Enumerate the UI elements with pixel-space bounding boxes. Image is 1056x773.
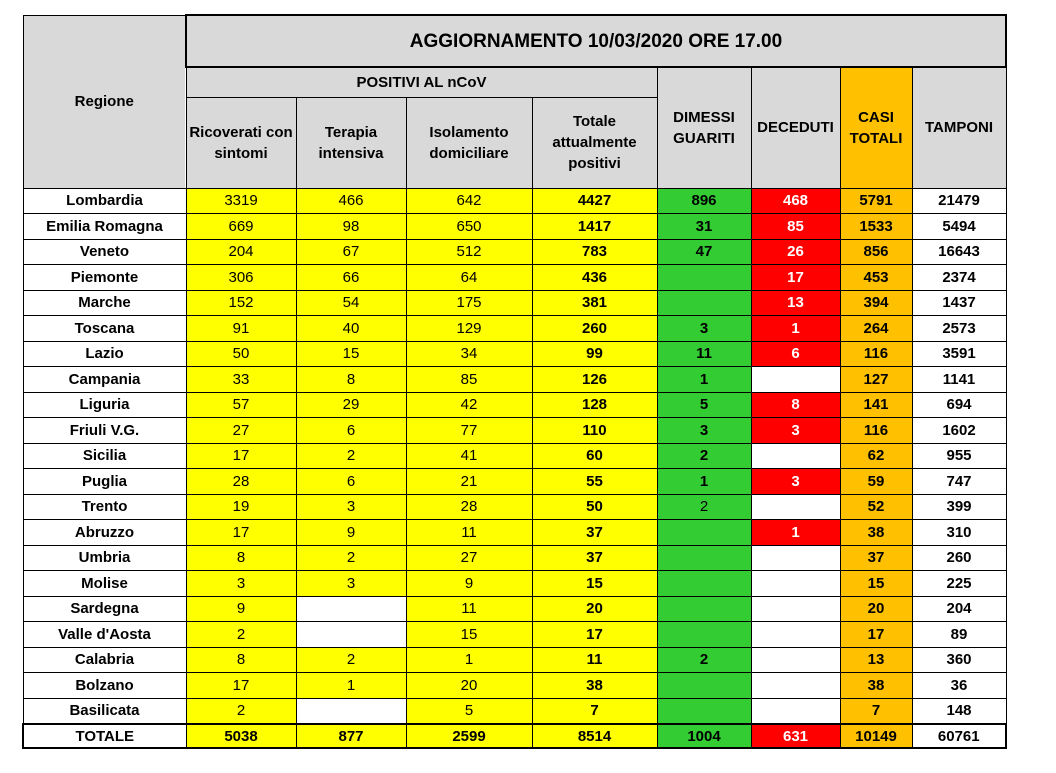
cell-totale: 1417 [532,214,657,240]
cell-isolamento: 27 [406,545,532,571]
cell-tamponi: 399 [912,494,1006,520]
cell-dimessi: 1 [657,469,751,495]
cell-dimessi [657,520,751,546]
cell-casi: 141 [840,392,912,418]
cell-tamponi: 694 [912,392,1006,418]
cell-tamponi: 148 [912,698,1006,724]
table-row [23,494,1006,520]
table-body [23,188,1006,748]
cell-ricoverati: 669 [186,214,296,240]
cell-totale: 381 [532,290,657,316]
cell-deceduti [751,494,840,520]
cell-isolamento: 175 [406,290,532,316]
cell-dimessi: 1 [657,367,751,393]
cell-deceduti: 13 [751,290,840,316]
cell-deceduti [751,647,840,673]
cell-isolamento: 21 [406,469,532,495]
cell-deceduti: 17 [751,265,840,291]
cell-terapia: 66 [296,265,406,291]
cell-ricoverati: 57 [186,392,296,418]
cell-totale: 11 [532,647,657,673]
cell-casi: 264 [840,316,912,342]
cell-isolamento: 5 [406,698,532,724]
cell-regione: Campania [23,367,186,393]
cell-deceduti [751,571,840,597]
cell-dimessi: 1004 [657,724,751,748]
table-row [23,214,1006,240]
cell-tamponi: 360 [912,647,1006,673]
cell-ricoverati: 33 [186,367,296,393]
cell-casi: 116 [840,341,912,367]
cell-regione: Puglia [23,469,186,495]
cell-regione: Valle d'Aosta [23,622,186,648]
cell-casi: 1533 [840,214,912,240]
cell-regione: Calabria [23,647,186,673]
cell-casi: 13 [840,647,912,673]
cell-isolamento: 650 [406,214,532,240]
cell-isolamento: 41 [406,443,532,469]
cell-tamponi: 747 [912,469,1006,495]
header-tamponi: TAMPONI [912,67,1006,188]
table-row [23,239,1006,265]
cell-terapia: 67 [296,239,406,265]
cell-totale: 783 [532,239,657,265]
cell-dimessi [657,698,751,724]
cell-isolamento: 11 [406,520,532,546]
cell-ricoverati: 17 [186,443,296,469]
cell-casi: 62 [840,443,912,469]
header-isolamento: Isolamento domiciliare [406,97,532,188]
cell-terapia: 54 [296,290,406,316]
cell-ricoverati: 3319 [186,188,296,214]
cell-isolamento: 1 [406,647,532,673]
cell-deceduti [751,698,840,724]
cell-totale: 110 [532,418,657,444]
cell-totale: 50 [532,494,657,520]
cell-totale: 55 [532,469,657,495]
cell-regione: Lazio [23,341,186,367]
cell-ricoverati: 19 [186,494,296,520]
cell-regione: Piemonte [23,265,186,291]
cell-dimessi [657,622,751,648]
cell-isolamento: 642 [406,188,532,214]
cell-deceduti [751,443,840,469]
cell-totale: 4427 [532,188,657,214]
cell-ricoverati: 28 [186,469,296,495]
cell-isolamento: 15 [406,622,532,648]
cell-totale: 15 [532,571,657,597]
cell-dimessi [657,673,751,699]
cell-terapia: 466 [296,188,406,214]
cell-tamponi: 60761 [912,724,1006,748]
cell-casi: 127 [840,367,912,393]
table-row [23,469,1006,495]
table-row [23,188,1006,214]
cell-regione: Sardegna [23,596,186,622]
table-row [23,647,1006,673]
cell-ricoverati: 2 [186,698,296,724]
cell-terapia: 2 [296,443,406,469]
table-row [23,596,1006,622]
cell-regione: Marche [23,290,186,316]
cell-tamponi: 1141 [912,367,1006,393]
cell-casi: 394 [840,290,912,316]
header-dimessi: DIMESSI GUARITI [657,67,751,188]
cell-casi: 453 [840,265,912,291]
table-row [23,265,1006,291]
cell-regione: Bolzano [23,673,186,699]
covid-table-container [22,14,1007,749]
cell-tamponi: 21479 [912,188,1006,214]
cell-dimessi: 5 [657,392,751,418]
cell-casi: 7 [840,698,912,724]
cell-totale: 260 [532,316,657,342]
cell-deceduti: 1 [751,520,840,546]
header-terapia: Terapia intensiva [296,97,406,188]
cell-casi: 17 [840,622,912,648]
cell-casi: 52 [840,494,912,520]
cell-deceduti: 631 [751,724,840,748]
cell-dimessi: 2 [657,443,751,469]
cell-regione: Basilicata [23,698,186,724]
cell-regione: Sicilia [23,443,186,469]
cell-dimessi [657,596,751,622]
cell-totale: 7 [532,698,657,724]
cell-deceduti: 468 [751,188,840,214]
cell-terapia: 15 [296,341,406,367]
cell-isolamento: 129 [406,316,532,342]
cell-tamponi: 89 [912,622,1006,648]
cell-terapia: 877 [296,724,406,748]
table-row [23,392,1006,418]
cell-ricoverati: 9 [186,596,296,622]
cell-tamponi: 955 [912,443,1006,469]
cell-totale: 436 [532,265,657,291]
header-deceduti: DECEDUTI [751,67,840,188]
cell-totale: 17 [532,622,657,648]
cell-totale: 99 [532,341,657,367]
cell-casi: 10149 [840,724,912,748]
cell-deceduti: 85 [751,214,840,240]
table-row [23,341,1006,367]
cell-tamponi: 5494 [912,214,1006,240]
cell-dimessi: 31 [657,214,751,240]
cell-terapia: 1 [296,673,406,699]
cell-isolamento: 42 [406,392,532,418]
cell-tamponi: 2573 [912,316,1006,342]
cell-tamponi: 204 [912,596,1006,622]
cell-regione: Lombardia [23,188,186,214]
cell-ricoverati: 8 [186,545,296,571]
header-totale-positivi: Totale attualmente positivi [532,97,657,188]
cell-regione: Trento [23,494,186,520]
cell-terapia: 3 [296,571,406,597]
cell-dimessi: 896 [657,188,751,214]
cell-terapia: 98 [296,214,406,240]
cell-dimessi [657,545,751,571]
cell-casi: 5791 [840,188,912,214]
cell-totale: 8514 [532,724,657,748]
cell-tamponi: 225 [912,571,1006,597]
cell-totale: 20 [532,596,657,622]
cell-tamponi: 310 [912,520,1006,546]
cell-isolamento: 28 [406,494,532,520]
cell-casi: 38 [840,673,912,699]
cell-regione: Abruzzo [23,520,186,546]
cell-dimessi: 3 [657,316,751,342]
cell-terapia: 3 [296,494,406,520]
cell-ricoverati: 5038 [186,724,296,748]
cell-tamponi: 3591 [912,341,1006,367]
cell-isolamento: 11 [406,596,532,622]
cell-terapia: 9 [296,520,406,546]
cell-isolamento: 512 [406,239,532,265]
cell-ricoverati: 50 [186,341,296,367]
cell-ricoverati: 17 [186,520,296,546]
table-row [23,622,1006,648]
cell-dimessi [657,290,751,316]
cell-casi: 856 [840,239,912,265]
cell-ricoverati: 17 [186,673,296,699]
cell-casi: 15 [840,571,912,597]
header-casi: CASI TOTALI [840,67,912,188]
cell-casi: 59 [840,469,912,495]
cell-tamponi: 260 [912,545,1006,571]
total-row [23,724,1006,748]
cell-totale: 38 [532,673,657,699]
cell-casi: 116 [840,418,912,444]
cell-deceduti: 8 [751,392,840,418]
table-row [23,520,1006,546]
cell-isolamento: 64 [406,265,532,291]
covid-regional-table [22,14,1007,749]
cell-deceduti [751,367,840,393]
cell-dimessi: 11 [657,341,751,367]
cell-regione: Emilia Romagna [23,214,186,240]
cell-regione: Molise [23,571,186,597]
cell-ricoverati: 306 [186,265,296,291]
cell-isolamento: 20 [406,673,532,699]
cell-terapia [296,698,406,724]
cell-dimessi: 2 [657,494,751,520]
cell-totale: 37 [532,545,657,571]
table-row [23,545,1006,571]
table-row [23,571,1006,597]
table-row [23,418,1006,444]
cell-deceduti: 1 [751,316,840,342]
cell-ricoverati: 204 [186,239,296,265]
table-title: AGGIORNAMENTO 10/03/2020 ORE 17.00 [186,15,1006,67]
table-row [23,367,1006,393]
cell-isolamento: 2599 [406,724,532,748]
cell-isolamento: 9 [406,571,532,597]
cell-dimessi [657,265,751,291]
table-row [23,698,1006,724]
table-row [23,673,1006,699]
cell-regione: Toscana [23,316,186,342]
cell-tamponi: 2374 [912,265,1006,291]
cell-totale: 128 [532,392,657,418]
cell-isolamento: 77 [406,418,532,444]
cell-regione: Liguria [23,392,186,418]
cell-ricoverati: 3 [186,571,296,597]
cell-totale: 37 [532,520,657,546]
cell-deceduti: 3 [751,469,840,495]
cell-casi: 38 [840,520,912,546]
table-row [23,316,1006,342]
cell-ricoverati: 91 [186,316,296,342]
cell-casi: 37 [840,545,912,571]
cell-terapia: 6 [296,469,406,495]
cell-regione: Umbria [23,545,186,571]
cell-totale: 126 [532,367,657,393]
table-row [23,290,1006,316]
cell-totale: 60 [532,443,657,469]
cell-regione: TOTALE [23,724,186,748]
header-ricoverati: Ricoverati con sintomi [186,97,296,188]
header-regione: Regione [23,15,186,188]
cell-terapia: 2 [296,545,406,571]
cell-isolamento: 34 [406,341,532,367]
cell-deceduti [751,673,840,699]
cell-casi: 20 [840,596,912,622]
cell-dimessi: 2 [657,647,751,673]
cell-ricoverati: 152 [186,290,296,316]
cell-terapia: 29 [296,392,406,418]
cell-ricoverati: 2 [186,622,296,648]
cell-terapia [296,622,406,648]
cell-regione: Friuli V.G. [23,418,186,444]
cell-isolamento: 85 [406,367,532,393]
cell-dimessi [657,571,751,597]
cell-deceduti [751,596,840,622]
header-positivi-group: POSITIVI AL nCoV [186,67,657,97]
cell-terapia: 6 [296,418,406,444]
cell-regione: Veneto [23,239,186,265]
cell-terapia [296,596,406,622]
cell-tamponi: 16643 [912,239,1006,265]
cell-tamponi: 1437 [912,290,1006,316]
cell-dimessi: 3 [657,418,751,444]
cell-terapia: 2 [296,647,406,673]
cell-terapia: 8 [296,367,406,393]
cell-tamponi: 36 [912,673,1006,699]
cell-tamponi: 1602 [912,418,1006,444]
table-row [23,443,1006,469]
cell-terapia: 40 [296,316,406,342]
cell-dimessi: 47 [657,239,751,265]
cell-deceduti: 26 [751,239,840,265]
cell-deceduti [751,545,840,571]
cell-deceduti: 6 [751,341,840,367]
cell-deceduti [751,622,840,648]
cell-ricoverati: 27 [186,418,296,444]
cell-deceduti: 3 [751,418,840,444]
cell-ricoverati: 8 [186,647,296,673]
